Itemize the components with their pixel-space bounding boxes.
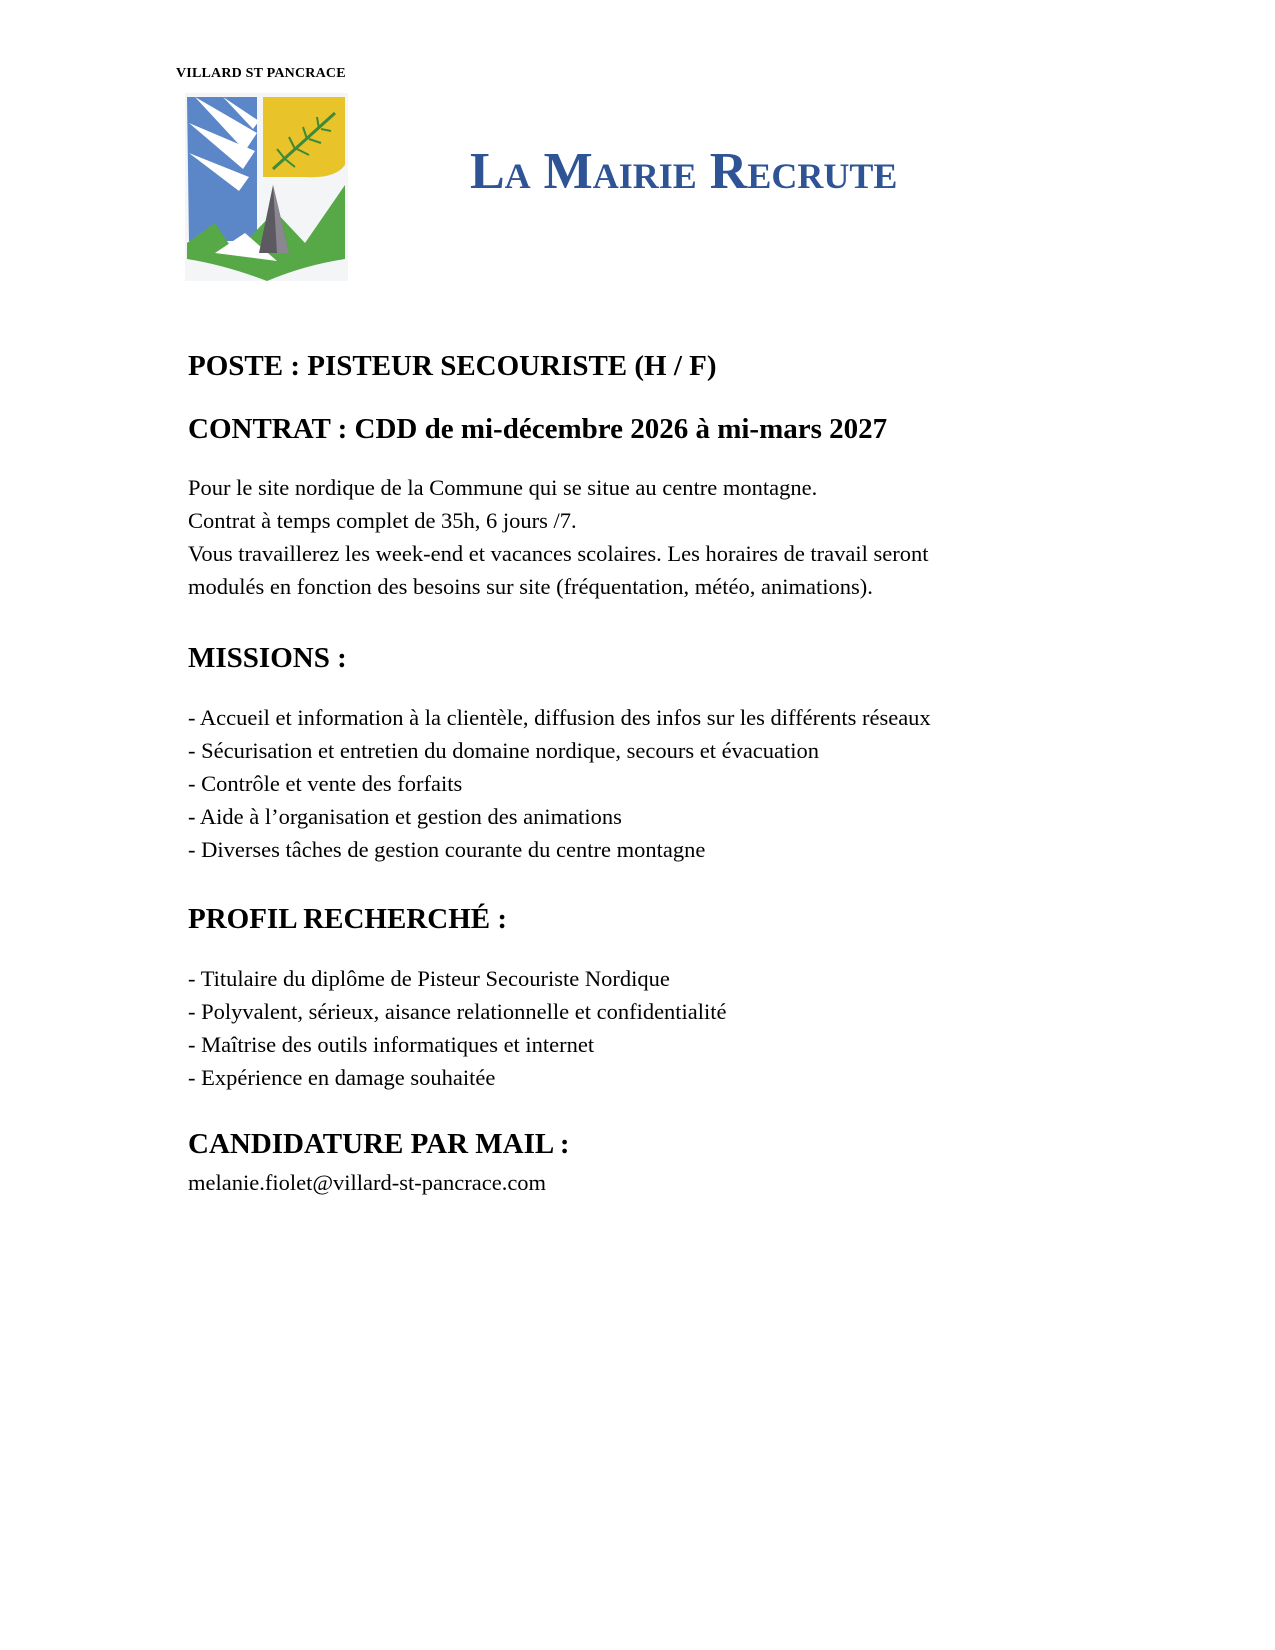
- profil-list: [188, 962, 727, 1094]
- intro-line: Contrat à temps complet de 35h, 6 jours /7.: [188, 508, 577, 533]
- page-title: La Mairie Recrute: [470, 143, 898, 200]
- list-item: - Polyvalent, sérieux, aisance relationnelle et confidentialité: [188, 999, 727, 1024]
- contrat-heading: CONTRAT : CDD de mi-décembre 2026 à mi-mars 2027: [188, 413, 888, 445]
- missions-heading: MISSIONS :: [188, 642, 347, 674]
- profil-heading: PROFIL RECHERCHÉ :: [188, 903, 508, 935]
- town-coat-of-arms-icon: [185, 93, 348, 281]
- list-item: - Diverses tâches de gestion courante du centre montagne: [188, 837, 706, 862]
- list-item: - Maîtrise des outils informatiques et internet: [188, 1032, 595, 1057]
- contact-email: melanie.fiolet@villard-st-pancrace.com: [188, 1170, 547, 1195]
- intro-line: Vous travaillerez les week-end et vacances scolaires. Les horaires de travail seront: [188, 541, 929, 566]
- list-item: - Contrôle et vente des forfaits: [188, 771, 463, 796]
- list-item: - Accueil et information à la clientèle, diffusion des infos sur les différents réseaux: [188, 705, 931, 730]
- candidature-heading: CANDIDATURE PAR MAIL :: [188, 1128, 570, 1160]
- list-item: - Sécurisation et entretien du domaine nordique, secours et évacuation: [188, 738, 820, 763]
- missions-list: [188, 701, 931, 866]
- intro-paragraph: [188, 471, 929, 603]
- list-item: - Titulaire du diplôme de Pisteur Secouriste Nordique: [188, 966, 670, 991]
- town-name: VILLARD ST PANCRACE: [176, 66, 346, 81]
- list-item: - Aide à l’organisation et gestion des animations: [188, 804, 622, 829]
- poste-heading: POSTE : PISTEUR SECOURISTE (H / F): [188, 350, 717, 382]
- intro-line: modulés en fonction des besoins sur site (fréquentation, météo, animations).: [188, 574, 873, 599]
- list-item: - Expérience en damage souhaitée: [188, 1065, 496, 1090]
- intro-line: Pour le site nordique de la Commune qui se situe au centre montagne.: [188, 475, 818, 500]
